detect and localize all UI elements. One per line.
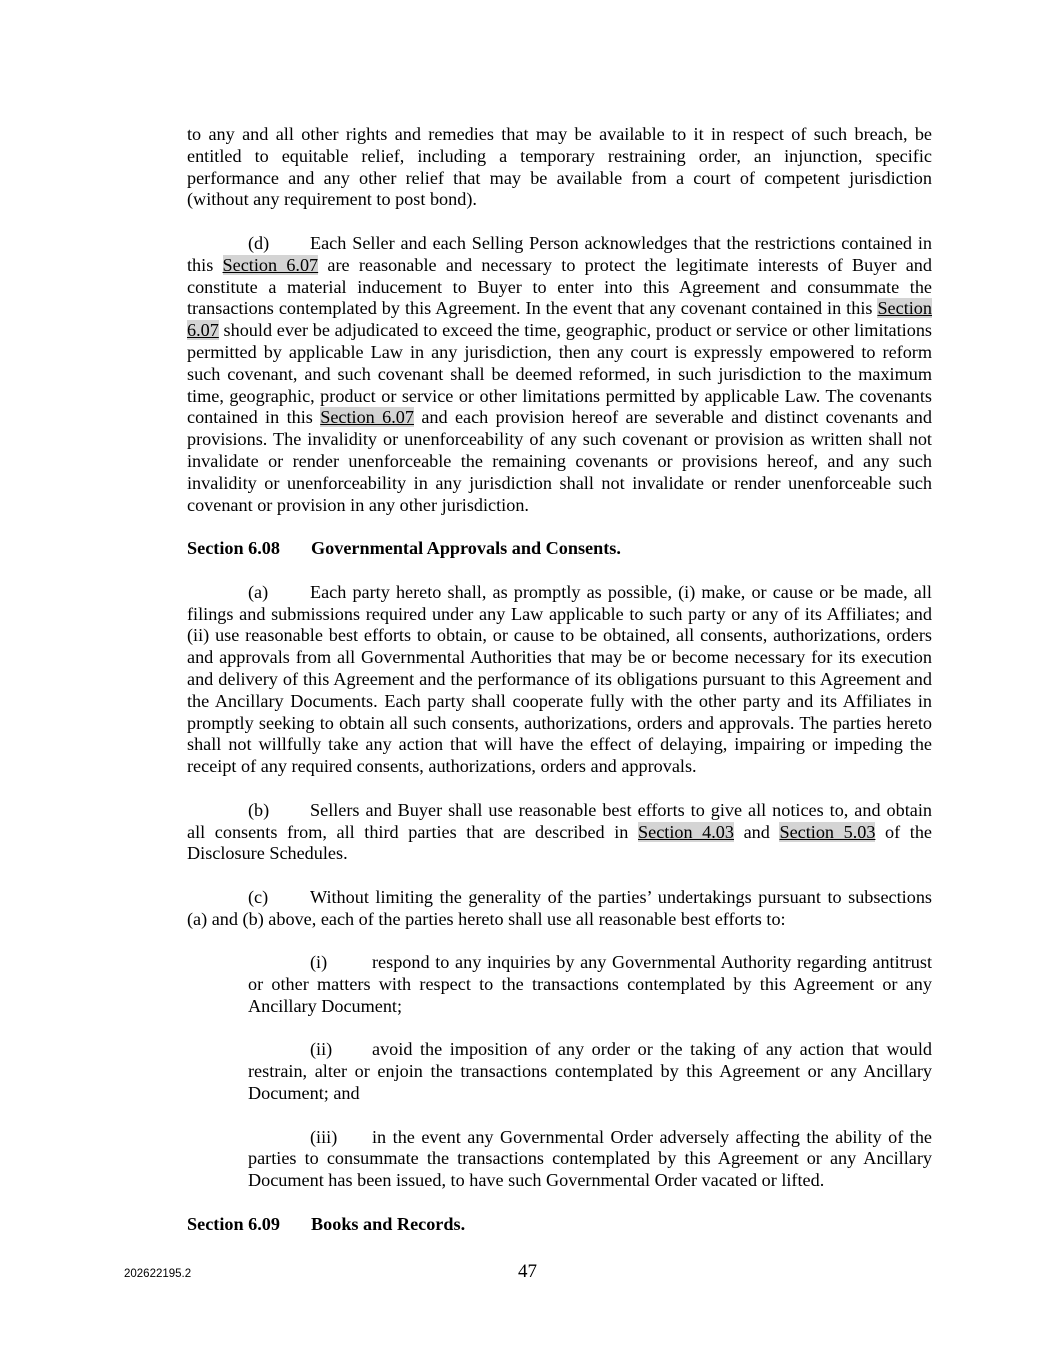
section-number: Section 6.09 [187,1213,280,1234]
section-heading [187,538,932,560]
paragraph-a: (a) Each party hereto shall, as promptly as possible, (i) make, or cause or be made, all filings and submissions required under any Law applicable to such party or any of its Affiliates; and (ii) use reasonable best efforts to obtain, or cause to be obtained, all consents, authorizations, orders and approvals from all Governmental Authorities that may be or become necessary for its execution and delivery of this Agreement and the performance of its obligations pursuant to this Agreement and the Ancillary Documents. Each party shall cooperate fully with the other party and its Affiliates in promptly seeking to obtain all such consents, authorizations, orders and approvals. The parties hereto shall not willfully take any action that will have the effect of delaying, impairing or impeding the receipt of any required consents, authorizations, orders and approvals. [187,581,932,777]
page-number: 47 [518,1261,537,1282]
cross-reference-link[interactable]: Section 5.03 [779,821,876,842]
paragraph-d: (d) Each Seller and each Selling Person acknowledges that the restrictions contained in this Section 6.07 are reasonable and necessary to protect the legitimate interests of Buyer and constitute a material inducement to Buyer to enter into this Agreement and consummate the transactions contemplated by this Agreement. In the event that any covenant contained in this Section 6.07 should ever be adjudicated to exceed the time, geographic, product or service or other limitations permitted by applicable Law in any jurisdiction, then any court is expressly empowered to reform such covenant, and such covenant shall be deemed reformed, in such jurisdiction to the maximum time, geographic, product or service or other limitations permitted by applicable Law. The covenants contained in this Section 6.07 and each provision hereof are severable and distinct covenants and provisions. The invalidity or unenforceability of any such covenant or provision as written shall not invalidate or render unenforceable the remaining covenants or provisions hereof, and any such invalidity or unenforceability in any jurisdiction shall not invalidate or render unenforceable such covenant or provision in any other jurisdiction. [187,232,932,515]
section-title: Governmental Approvals and Consents. [311,538,621,559]
cross-reference-link[interactable]: Section 4.03 [638,821,734,842]
document-id: 202622195.2 [124,1268,192,1280]
paragraph-c: (c) Without limiting the generality of the parties’ undertakings pursuant to subsections (a) and (b) above, each of the parties hereto shall use all reasonable best efforts to: [187,886,932,929]
cross-reference-link[interactable]: Section 6.07 [222,254,319,275]
section-heading [187,1214,932,1236]
subparagraph-iii: (iii) in the event any Governmental Order adversely affecting the ability of the parties to consummate the transactions contemplated by this Agreement or any Ancillary Document has been issued, to have such Governmental Order vacated or lifted. [248,1126,932,1191]
paragraph-label: (a) [248,581,269,602]
paragraph-label: (iii) [310,1126,338,1147]
paragraph-label: (d) [248,232,270,253]
paragraph-label: (b) [248,799,270,820]
cross-reference-link[interactable]: Section 6.07 [320,407,414,428]
section-title: Books and Records. [311,1213,466,1234]
subparagraph-ii: (ii) avoid the imposition of any order or the taking of any action that would restrain, alter or enjoin the transactions contemplated by this Agreement or any Ancillary Document; and [248,1039,932,1104]
cross-reference-link[interactable]: Section 6.07 [187,298,932,341]
paragraph-label: (c) [248,886,269,907]
paragraph-b: (b) Sellers and Buyer shall use reasonable best efforts to give all notices to, and obtain all consents from, all third parties that are described in Section 4.03 and Section 5.03 of the Disclosure Schedules. [187,799,933,864]
document-body [187,124,932,1257]
paragraph-label: (i) [310,952,328,973]
section-number: Section 6.08 [187,538,280,559]
paragraph-label: (ii) [310,1039,333,1060]
paragraph-continuation: to any and all other rights and remedies that may be available to it in respect of such breach, be entitled to equitable relief, including a temporary restraining order, an injunction, specific performance and any other relief that may be available from a court of competent jurisdiction (without any requirement to post bond). [187,124,932,210]
subparagraph-i: (i) respond to any inquiries by any Governmental Authority regarding antitrust or other matters with respect to the transactions contemplated by this Agreement or any Ancillary Document; [248,952,932,1016]
